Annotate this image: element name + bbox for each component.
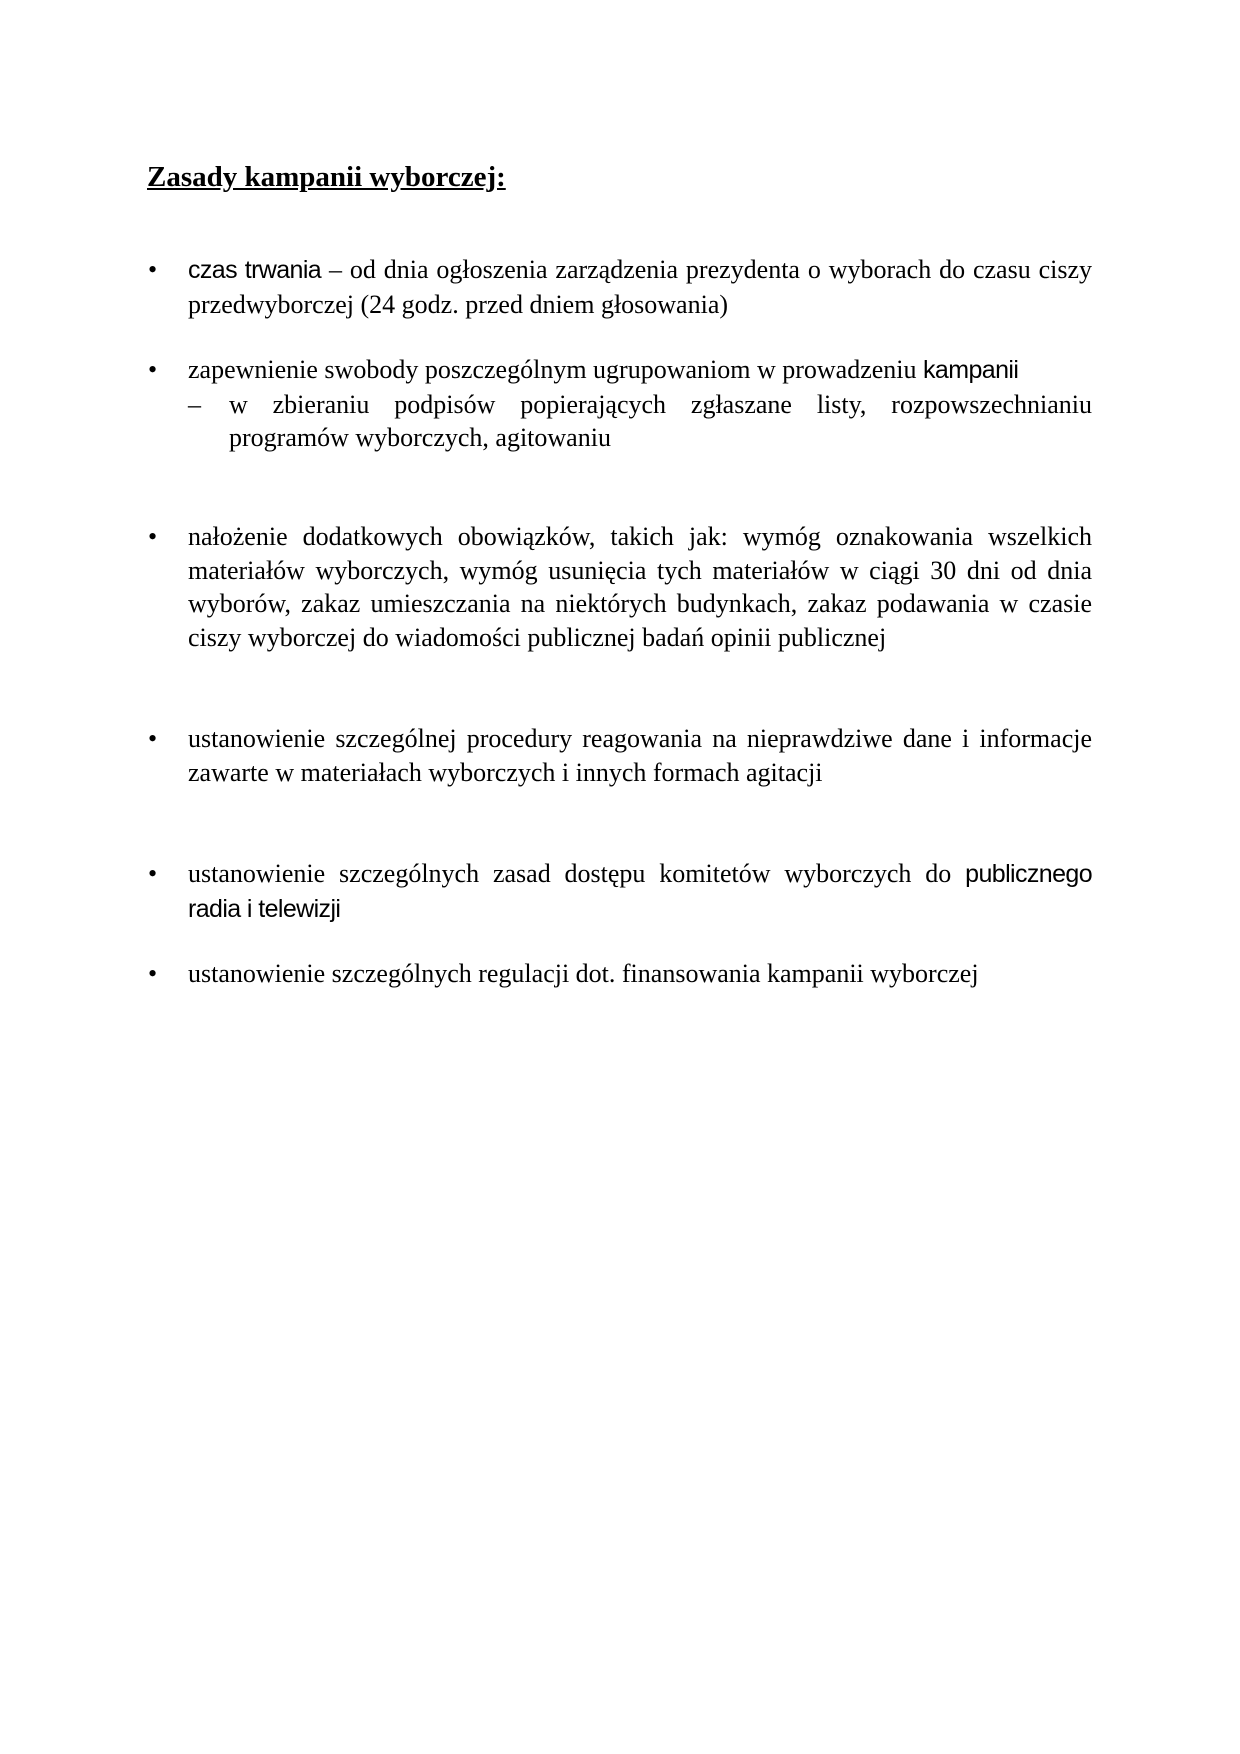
list-item xyxy=(140,857,1092,926)
bullet-icon: • xyxy=(148,959,158,988)
bullet-icon: • xyxy=(148,522,158,551)
list-item xyxy=(140,957,1092,991)
list-item xyxy=(140,353,1092,455)
list-item-text xyxy=(188,353,1092,388)
list-item-text: ustanowienie szczególnych regulacji dot. finansowania kampanii wyborczej xyxy=(188,959,979,988)
sub-list-item xyxy=(188,388,1092,455)
list-item-tail: kampanii xyxy=(923,356,1019,384)
list-item-text xyxy=(188,253,1092,321)
list-item xyxy=(140,520,1092,654)
list-item-lead: czas trwania xyxy=(188,256,322,284)
bullet-icon: • xyxy=(148,255,158,284)
list-item xyxy=(140,722,1092,789)
list-item-body: ustanowienie szczególnych zasad dostępu komitetów wyborczych do xyxy=(188,859,966,888)
list-item-tail: publicznego radia i telewizji xyxy=(188,860,1092,923)
dash-icon: – xyxy=(188,389,201,419)
list-item xyxy=(140,253,1092,321)
bullet-icon: • xyxy=(148,724,158,753)
list-item-text: ustanowienie szczególnej procedury reagowania na nieprawdziwe dane i informacje zawarte w materiałach wyborczych i innych formach agitacji xyxy=(188,724,1092,787)
list-item-text: nałożenie dodatkowych obowiązków, takich jak: wymóg oznakowania wszelkich materiałów wyborczych, wymóg usunięcia tych materiałów w ciągi 30 dni od dnia wyborów, zakaz umieszczania na niektórych budynkach, zakaz podawania w czasie ciszy wyborczej do wiadomości publicznej badań opinii publicznej xyxy=(188,522,1092,652)
list-item-body: – od dnia ogłoszenia zarządzenia prezydenta o wyborach do czasu ciszy przedwyborczej (24 godz. przed dniem głosowania) xyxy=(188,255,1092,319)
bullet-icon: • xyxy=(148,859,158,888)
sub-list-item-text: w zbieraniu podpisów popierających zgłaszane listy, rozpowszechnianiu programów wyborczych, agitowaniu xyxy=(229,389,1092,452)
document-title: Zasady kampanii wyborczej: xyxy=(147,161,506,193)
bullet-icon: • xyxy=(148,355,158,384)
list-item-body: zapewnienie swobody poszczególnym ugrupowaniom w prowadzeniu xyxy=(188,355,924,384)
list-item-text xyxy=(188,857,1092,926)
